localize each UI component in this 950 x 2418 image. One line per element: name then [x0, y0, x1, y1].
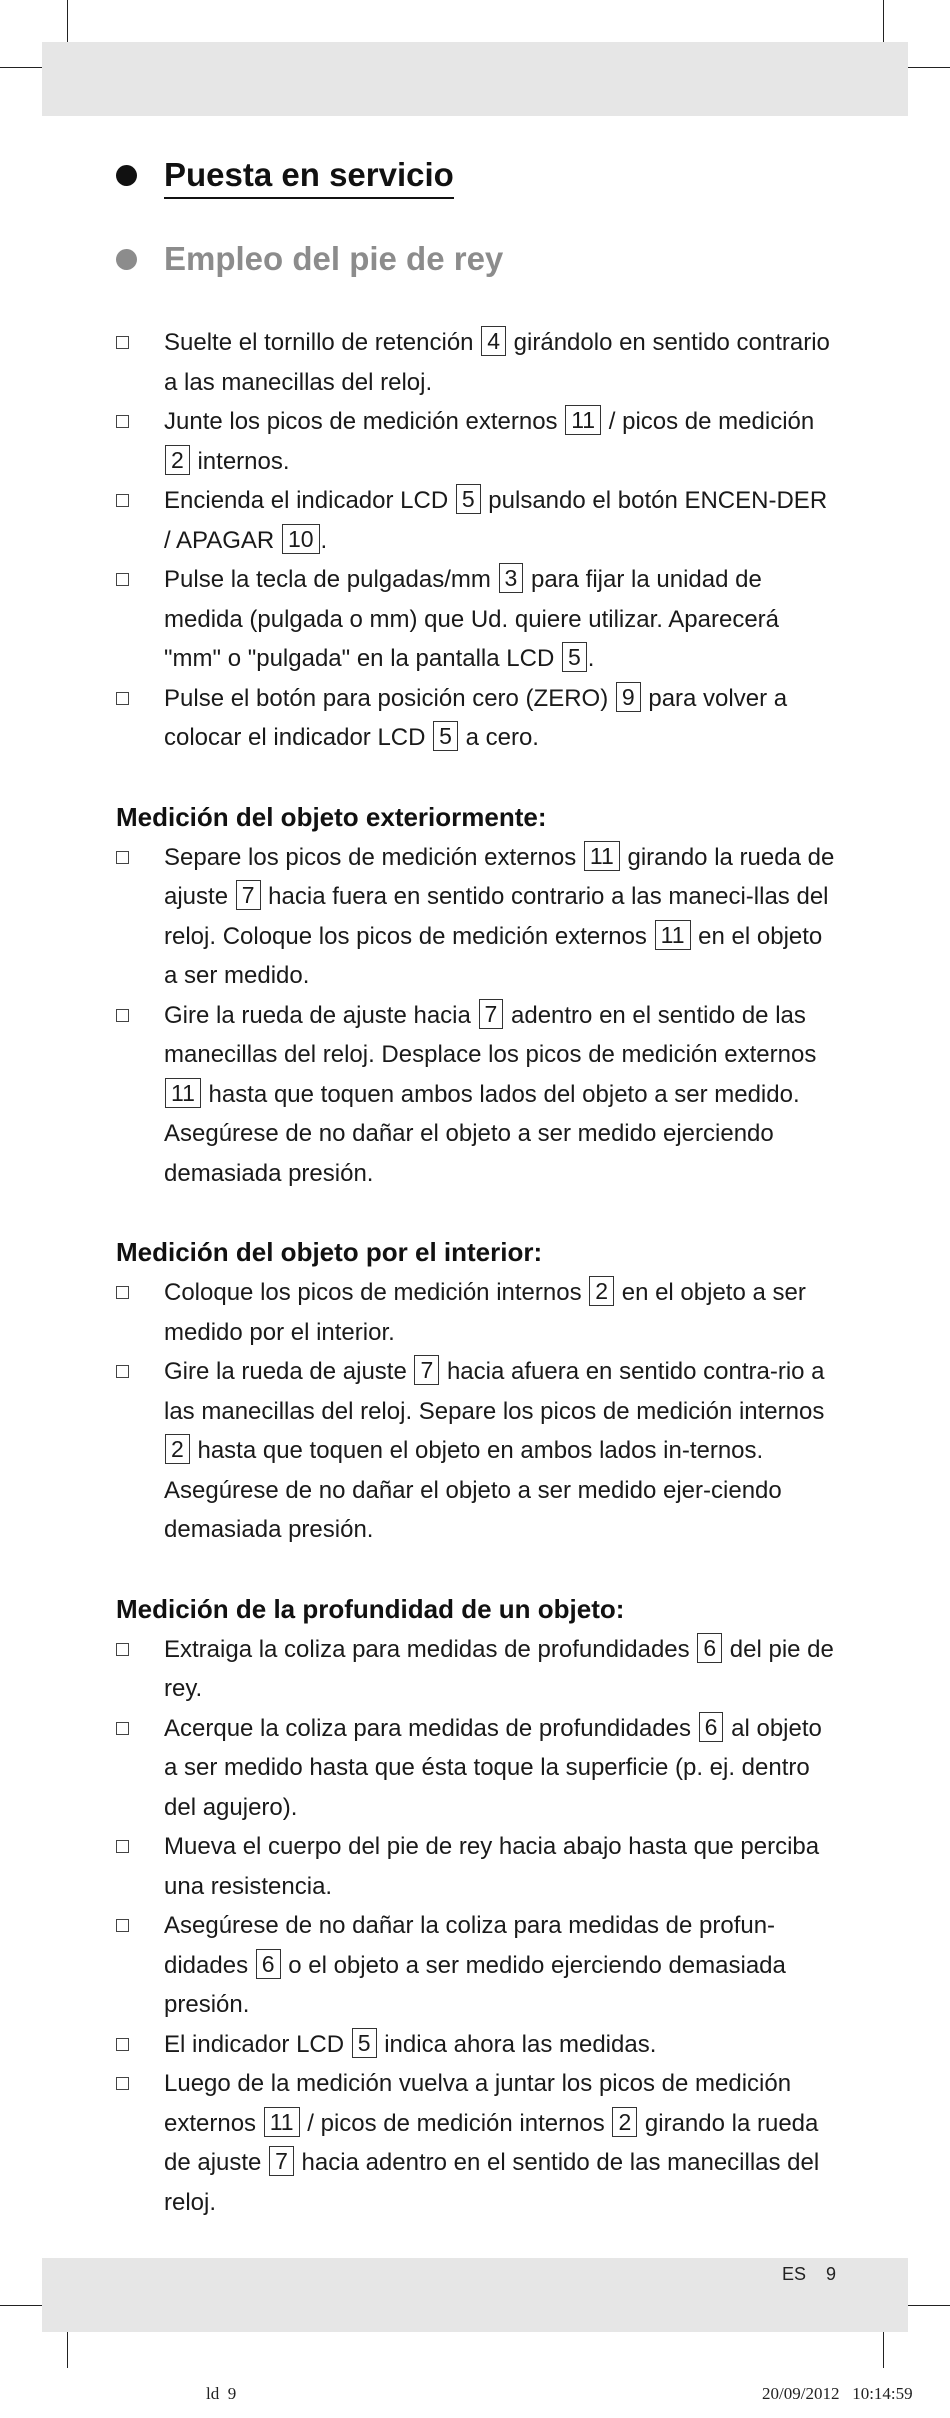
step-text: Extraiga la coliza para medidas de profundidades	[164, 1635, 697, 1663]
part-number-ref: 6	[699, 1712, 724, 1742]
checkbox-square-icon	[116, 415, 129, 428]
checkbox-square-icon	[116, 494, 129, 507]
step-text: Pulse la tecla de pulgadas/mm	[164, 566, 498, 593]
list-item	[116, 1273, 836, 1352]
bullet-dot-icon	[116, 249, 137, 270]
step-text: Separe los picos de medición externos	[164, 843, 583, 871]
part-number-ref: 7	[479, 999, 504, 1029]
checkbox-square-icon	[116, 573, 129, 586]
step-text: para fijar la unidad de medida (pulgada o mm) que Ud. quiere utilizar. Aparecerá "mm" o "pulgada" en la pantalla LCD	[164, 566, 779, 672]
checkbox-square-icon	[116, 1722, 129, 1735]
step-text: Acerque la coliza para medidas de profundidades	[164, 1714, 698, 1742]
checkbox-square-icon	[116, 2077, 129, 2090]
step-text: adentro en el sentido de las manecillas del reloj. Desplace los picos de medición externos	[164, 1001, 817, 1068]
part-number-ref: 11	[264, 2107, 300, 2137]
list-item	[116, 1709, 836, 1828]
step-text: Gire la rueda de ajuste	[164, 1358, 414, 1385]
step-text: internos.	[190, 447, 290, 475]
part-number-ref: 9	[616, 682, 641, 712]
step-text: Encienda el indicador LCD	[164, 487, 455, 514]
part-number-ref: 4	[481, 326, 506, 356]
checkbox-square-icon	[116, 1009, 129, 1022]
step-text: Gire la rueda de ajuste hacia	[164, 1001, 478, 1029]
step-text: / picos de medición internos	[300, 2109, 612, 2137]
list-item	[116, 1827, 836, 1906]
print-slug-file: ld 9	[206, 2384, 237, 2403]
print-slug-timestamp: 20/09/2012 10:14:59	[762, 2384, 913, 2403]
step-text: Junte los picos de medición externos	[164, 408, 565, 435]
part-number-ref: 2	[165, 1434, 190, 1464]
list-item	[116, 996, 836, 1194]
page-content	[116, 150, 836, 2222]
checkbox-square-icon	[116, 1365, 129, 1378]
part-number-ref: 5	[352, 2028, 377, 2058]
step-text: Pulse el botón para posición cero (ZERO)	[164, 684, 615, 712]
step-text: hacia adentro en el sentido de las manecillas del reloj.	[164, 2149, 820, 2216]
subheading-exterior: Medición del objeto exteriormente:	[116, 801, 547, 832]
part-number-ref: 7	[269, 2146, 294, 2176]
step-text: hasta que toquen ambos lados del objeto a ser medido. Asegúrese de no dañar el objeto a ser medido ejerciendo demasiada presión.	[164, 1080, 800, 1187]
checkbox-square-icon	[116, 1840, 129, 1853]
step-text: hacia afuera en sentido contra-rio a las manecillas del reloj. Separe los picos de medición internos	[164, 1358, 825, 1425]
list-item	[116, 323, 836, 402]
step-text: El indicador LCD	[164, 2030, 351, 2058]
part-number-ref: 11	[655, 920, 691, 950]
checkbox-square-icon	[116, 1643, 129, 1656]
part-number-ref: 5	[562, 642, 587, 672]
part-number-ref: 2	[589, 1276, 614, 1306]
list-item	[116, 560, 836, 679]
header-band	[42, 42, 908, 116]
step-text: pulsando el botón ENCEN-DER / APAGAR	[164, 487, 828, 554]
step-text: .	[587, 645, 595, 672]
part-number-ref: 6	[256, 1949, 281, 1979]
step-text: Asegúrese de no dañar la coliza para medidas de profun-didades	[164, 1912, 776, 1979]
step-text: para volver a colocar el indicador LCD	[164, 684, 788, 751]
step-text: al objeto a ser medido hasta que ésta toque la superficie (p. ej. dentro del agujero).	[164, 1714, 822, 1821]
step-text: hacia fuera en sentido contrario a las maneci-llas del reloj. Coloque los picos de medición externos	[164, 883, 829, 950]
step-list	[116, 323, 836, 758]
list-item	[116, 402, 836, 481]
part-number-ref: 5	[456, 484, 481, 514]
step-text: hasta que toquen el objeto en ambos lados in-ternos. Asegúrese de no dañar el objeto a ser medido ejer-ciendo demasiada presión.	[164, 1437, 782, 1543]
step-list	[116, 838, 836, 1194]
checkbox-square-icon	[116, 2038, 129, 2051]
checkbox-square-icon	[116, 692, 129, 705]
part-number-ref: 11	[584, 841, 620, 871]
step-text: indica ahora las medidas.	[377, 2030, 657, 2058]
page-number: ES 9	[782, 2264, 837, 2284]
step-text: Mueva el cuerpo del pie de rey hacia abajo hasta que perciba una resistencia.	[164, 1833, 820, 1900]
step-text: del pie de rey.	[164, 1635, 834, 1702]
list-item	[116, 2025, 836, 2065]
list-item	[116, 838, 836, 996]
step-text: o el objeto a ser medido ejerciendo demasiada presión.	[164, 1951, 786, 2018]
step-list	[116, 1630, 836, 2223]
step-text: / picos de medición	[602, 408, 815, 435]
subheading-interior: Medición del objeto por el interior:	[116, 1237, 543, 1267]
part-number-ref: 7	[414, 1355, 439, 1385]
list-item	[116, 481, 836, 560]
step-text: en el objeto a ser medido por el interior.	[164, 1279, 806, 1346]
list-item	[116, 1352, 836, 1550]
step-text: girando la rueda de ajuste	[164, 843, 835, 910]
step-text: en el objeto a ser medido.	[164, 922, 823, 989]
footer-band	[42, 2258, 908, 2332]
part-number-ref: 11	[565, 405, 601, 435]
part-number-ref: 10	[282, 524, 320, 554]
part-number-ref: 3	[499, 563, 524, 593]
checkbox-square-icon	[116, 1286, 129, 1299]
list-item	[116, 679, 836, 758]
part-number-ref: 2	[165, 445, 190, 475]
step-text: Coloque los picos de medición internos	[164, 1279, 589, 1306]
list-item	[116, 2064, 836, 2222]
checkbox-square-icon	[116, 851, 129, 864]
step-text: Luego de la medición vuelva a juntar los picos de medición externos	[164, 2070, 792, 2137]
step-text: girándolo en sentido contrario a las manecillas del reloj.	[164, 329, 830, 396]
step-text: a cero.	[458, 724, 539, 751]
checkbox-square-icon	[116, 1919, 129, 1932]
part-number-ref: 7	[236, 880, 261, 910]
step-text: .	[320, 526, 328, 554]
section-heading-empleo: Empleo del pie de rey	[116, 239, 836, 279]
part-number-ref: 5	[433, 721, 458, 751]
list-item	[116, 1630, 836, 1709]
step-text: girando la rueda de ajuste	[164, 2109, 819, 2176]
list-item	[116, 1906, 836, 2025]
step-text: Suelte el tornillo de retención	[164, 329, 481, 356]
subheading-profundidad: Medición de la profundidad de un objeto:	[116, 1593, 625, 1624]
part-number-ref: 6	[697, 1633, 722, 1663]
section-heading-puesta: Puesta en servicio	[116, 155, 836, 199]
bullet-dot-icon	[116, 165, 137, 186]
part-number-ref: 11	[165, 1078, 201, 1108]
step-list	[116, 1273, 836, 1550]
checkbox-square-icon	[116, 336, 129, 349]
part-number-ref: 2	[612, 2107, 637, 2137]
